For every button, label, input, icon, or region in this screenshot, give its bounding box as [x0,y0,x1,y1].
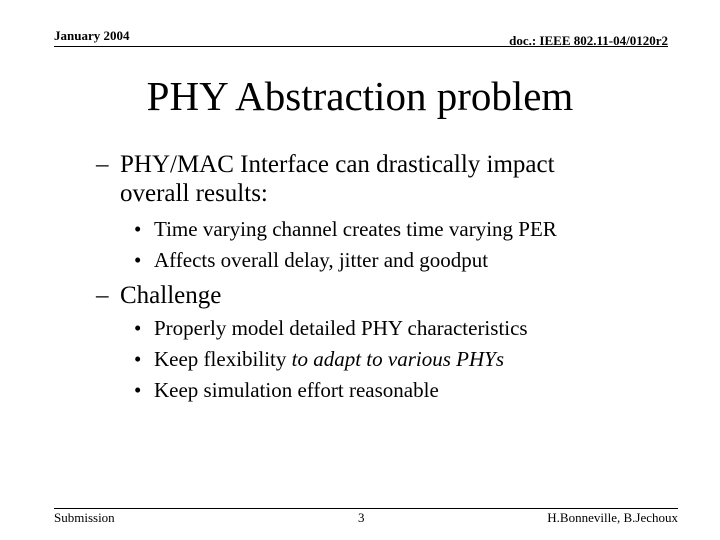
dash-marker: – [96,282,109,309]
dash-marker: – [96,151,109,178]
header-divider [54,46,668,47]
bullet-dot: • [134,378,142,402]
slide-title: PHY Abstraction problem [146,73,574,119]
plain-text: Keep flexibility [154,347,292,371]
bullet-dot: • [134,217,142,241]
bullet-dot: • [134,248,142,272]
bullet-2-text: Challenge [120,282,222,309]
bullet-1-sub-1-text: Time varying channel creates time varying PER [154,217,557,241]
header-date: January 2004 [54,28,130,43]
header-doc-id: doc.: IEEE 802.11-04/0120r2 [509,33,668,48]
bullet-dot: • [134,347,142,371]
bullet-1-line-2: overall results: [120,180,268,207]
footer-submission: Submission [54,510,115,525]
bullet-2-sub-2-text [154,344,504,375]
footer-divider [54,508,678,509]
bullet-2-sub-3-text: Keep simulation effort reasonable [154,378,439,402]
bullet-1-sub-2-text: Affects overall delay, jitter and goodput [154,248,489,272]
italic-text: to adapt to various PHYs [291,347,504,371]
bullet-2-sub-1-text: Properly model detailed PHY characteristics [154,316,528,340]
footer-authors: H.Bonneville, B.Jechoux [547,510,678,525]
bullet-1-line-1: PHY/MAC Interface can drastically impact [120,151,555,178]
bullet-dot: • [134,316,142,340]
footer-page-number: 3 [358,510,365,525]
